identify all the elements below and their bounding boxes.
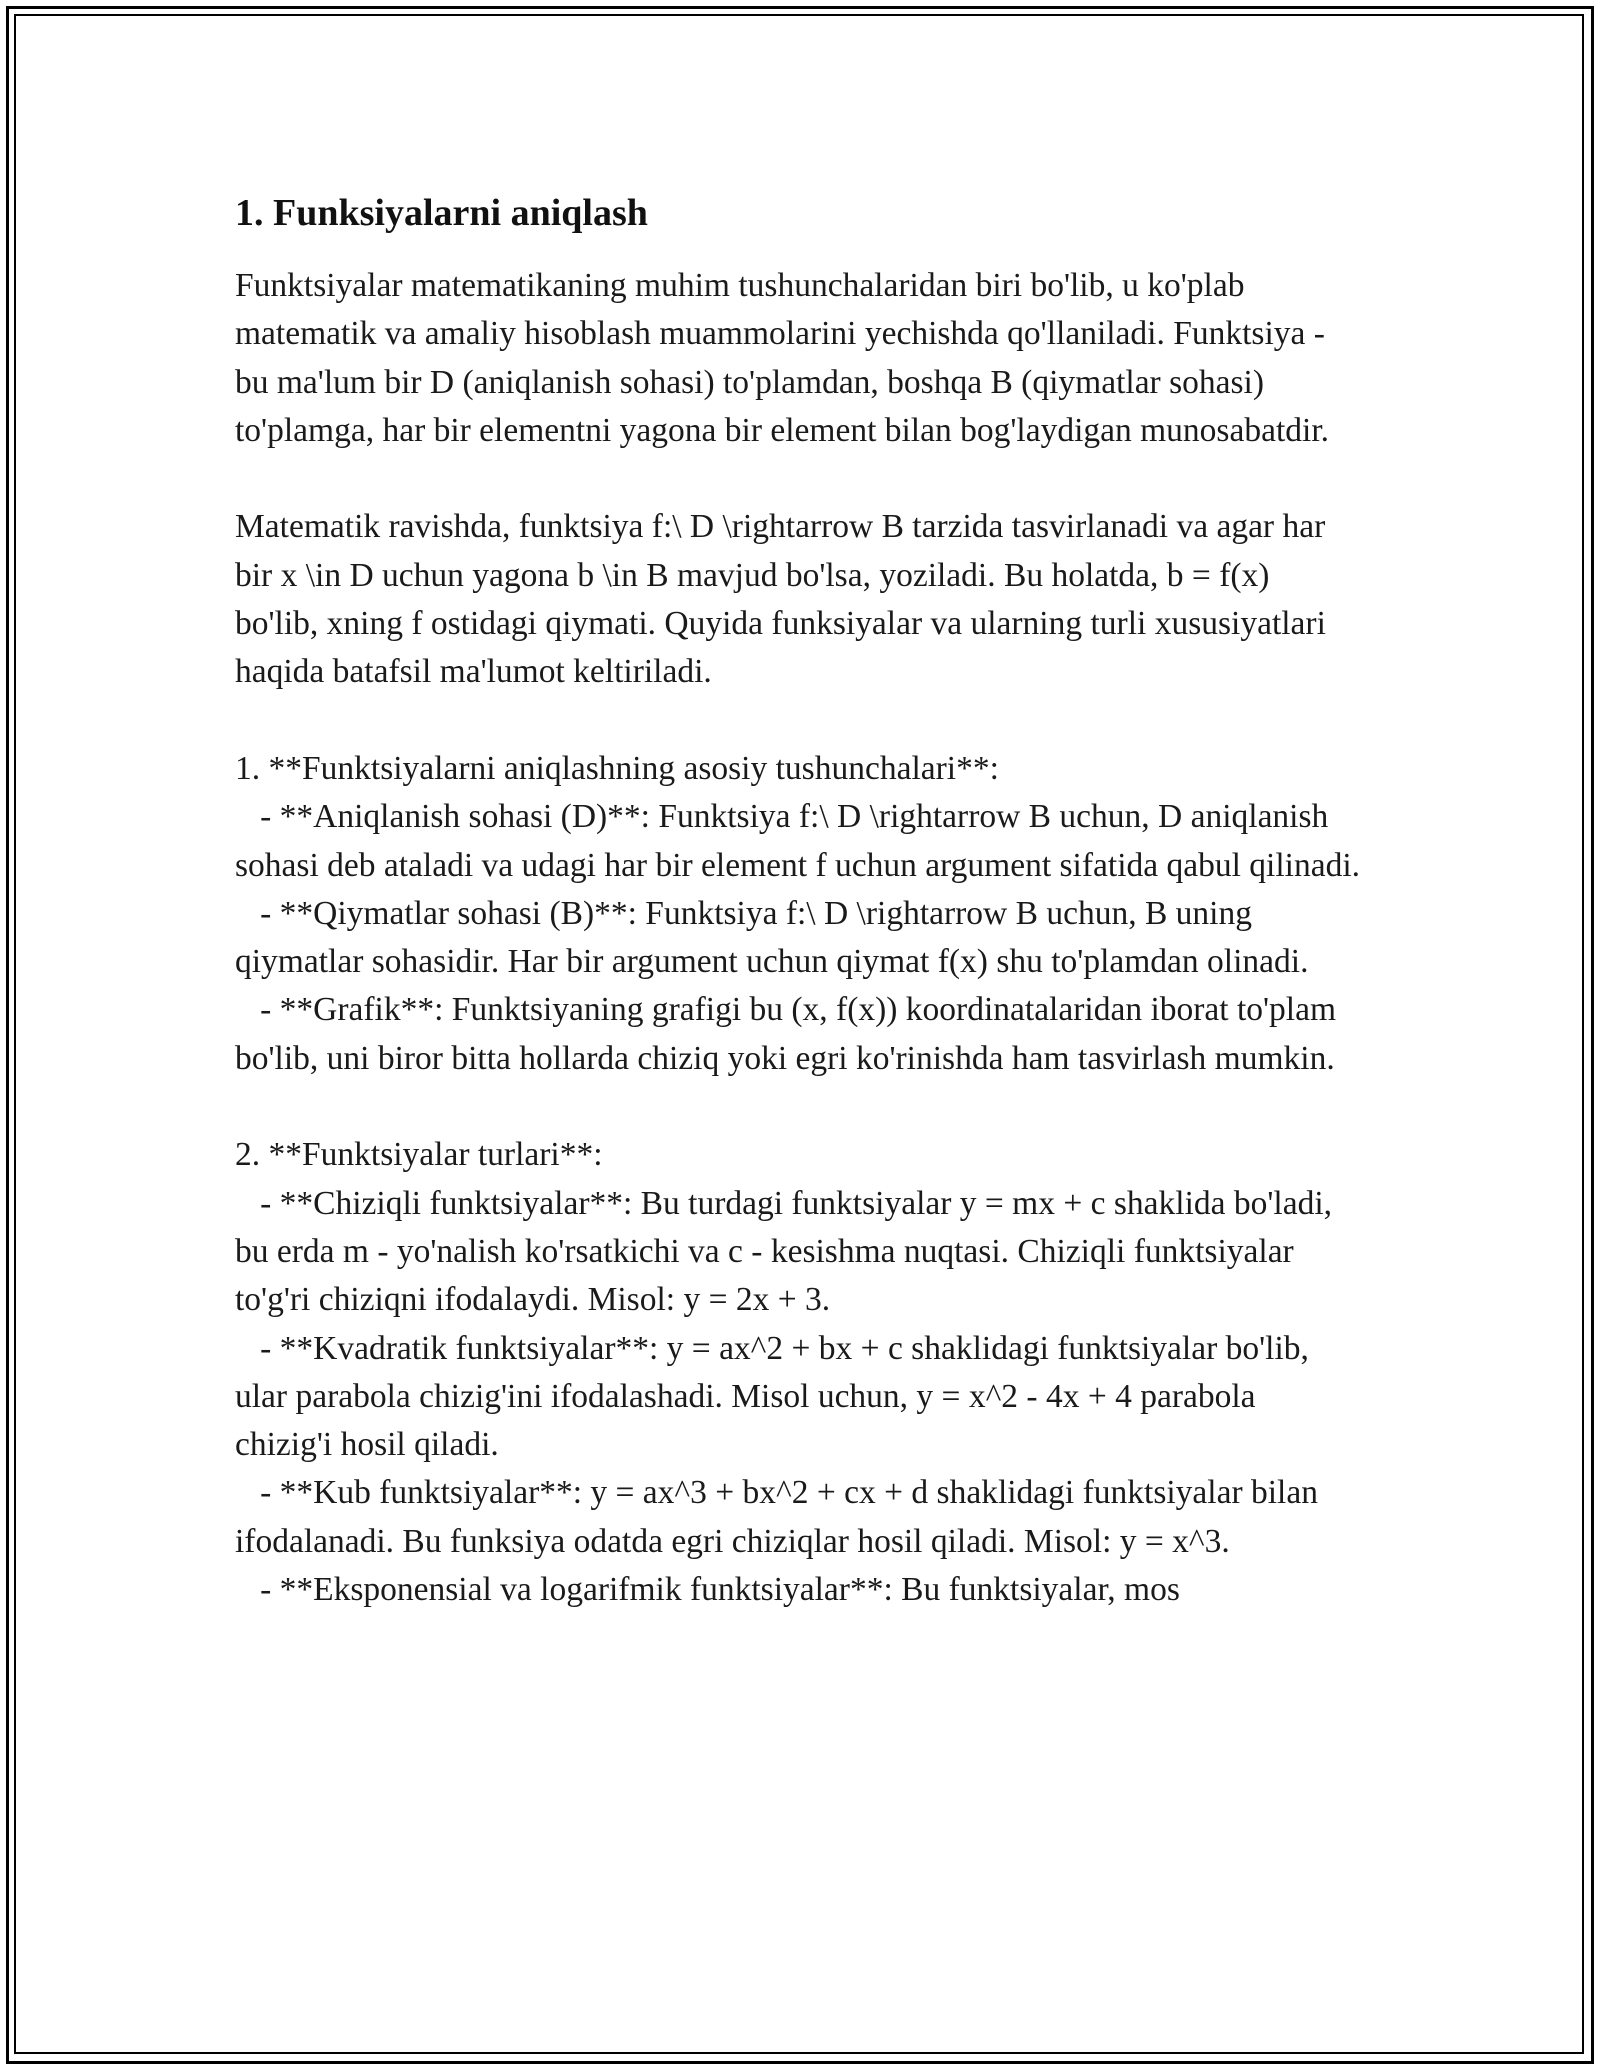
definition-paragraph: Matematik ravishda, funktsiya f:\ D \rightarrow B tarzida tasvirlanadi va agar har bir x \in D uchun yagona b \in B mavjud bo'lsa, yoziladi. Bu holatda, b = f(x) bo'lib, xning f ostidagi qiymati. Quyida funksiyalar va ularning turli xususiyatlari haqida batafsil ma'lumot keltiriladi. [235, 508, 1335, 691]
section-heading: 1. Funksiyalarni aniqlash [235, 192, 648, 234]
intro-paragraph: Funktsiyalar matematikaning muhim tushunchalaridan biri bo'lib, u ko'plab matematik va amaliy hisoblash muammolarini yechishda qo'llaniladi. Funktsiya - bu ma'lum bir D (aniqlanish sohasi) to'plamdan, boshqa B (qiymatlar sohasi) to'plamga, har bir elementni yagona bir element bilan bog'laydigan munosabatdir. [235, 267, 1334, 449]
document-body [235, 186, 1360, 1614]
function-types-list: 2. **Funktsiyalar turlari**: - **Chiziqli funktsiyalar**: Bu turdagi funktsiyalar y = mx + c shaklida bo'ladi, bu erda m - yo'nalish ko'rsatkichi va c - kesishma nuqtasi. Chiziqli funktsiyalar to'g'ri chiziqni ifodalaydi. Misol: y = 2x + 3. - **Kvadratik funktsiyalar**: y = ax^2 + bx + c shaklidagi funktsiyalar bo'lib, ular parabola chizig'ini ifodalashadi. Misol uchun, y = x^2 - 4x + 4 parabola chizig'i hosil qiladi. - **Kub funktsiyalar**: y = ax^3 + bx^2 + cx + d shaklidagi funktsiyalar bilan ifodalanadi. Bu funksiya odatda egri chiziqlar hosil qiladi. Misol: y = x^3. - **Eksponensial va logarifmik funktsiyalar**: Bu funktsiyalar, mos [235, 1136, 1333, 1609]
basic-concepts-list: 1. **Funktsiyalarni aniqlashning asosiy tushunchalari**: - **Aniqlanish sohasi (D)**: Funktsiya f:\ D \rightarrow B uchun, D aniqlanish sohasi deb ataladi va udagi har bir element f uchun argument sifatida qabul qilinadi. - **Qiymatlar sohasi (B)**: Funktsiya f:\ D \rightarrow B uchun, B uning qiymatlar sohasidir. Har bir argument uchun qiymat f(x) shu to'plamdan olinadi. - **Grafik**: Funktsiyaning grafigi bu (x, f(x)) koordinatalaridan iborat to'plam bo'lib, uni biror bitta hollarda chiziq yoki egri ko'rinishda ham tasvirlash mumkin. [235, 749, 1361, 1077]
